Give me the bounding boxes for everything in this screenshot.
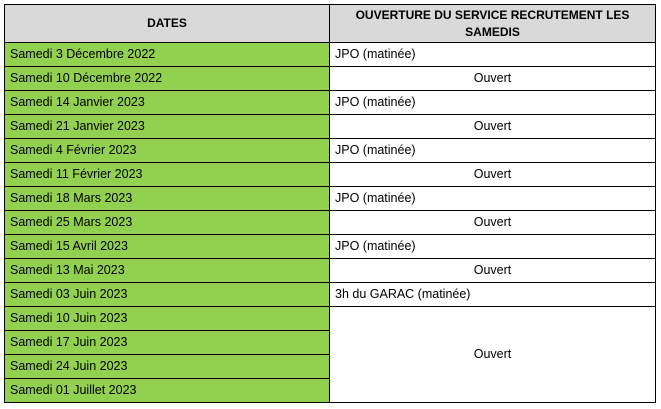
recruitment-schedule-table [4,4,656,403]
status-cell-merged: Ouvert [330,307,656,403]
table-row [5,211,656,235]
date-cell: Samedi 10 Décembre 2022 [5,67,330,91]
status-cell: Ouvert [330,259,656,283]
date-cell: Samedi 21 Janvier 2023 [5,115,330,139]
header-service-opening: OUVERTURE DU SERVICE RECRUTEMENT LES SAMEDIS [330,5,656,43]
status-cell: Ouvert [330,67,656,91]
date-cell: Samedi 11 Février 2023 [5,163,330,187]
table-row [5,187,656,211]
table-row [5,259,656,283]
date-cell: Samedi 14 Janvier 2023 [5,91,330,115]
status-cell: JPO (matinée) [330,91,656,115]
date-cell: Samedi 3 Décembre 2022 [5,43,330,67]
date-cell: Samedi 15 Avril 2023 [5,235,330,259]
table-row [5,163,656,187]
date-cell: Samedi 4 Février 2023 [5,139,330,163]
date-cell: Samedi 03 Juin 2023 [5,283,330,307]
date-cell: Samedi 13 Mai 2023 [5,259,330,283]
table-row [5,139,656,163]
date-cell: Samedi 17 Juin 2023 [5,331,330,355]
table-row [5,91,656,115]
date-cell: Samedi 18 Mars 2023 [5,187,330,211]
status-cell: JPO (matinée) [330,187,656,211]
status-cell: JPO (matinée) [330,139,656,163]
table-row [5,115,656,139]
date-cell: Samedi 24 Juin 2023 [5,355,330,379]
header-dates: DATES [5,5,330,43]
status-cell: JPO (matinée) [330,235,656,259]
status-cell: Ouvert [330,115,656,139]
status-cell: JPO (matinée) [330,43,656,67]
status-cell: 3h du GARAC (matinée) [330,283,656,307]
table-row [5,283,656,307]
date-cell: Samedi 01 Juillet 2023 [5,379,330,403]
table-header-row [5,5,656,43]
status-cell: Ouvert [330,163,656,187]
table-row [5,235,656,259]
table-row [5,307,656,331]
table-row [5,67,656,91]
date-cell: Samedi 10 Juin 2023 [5,307,330,331]
status-cell: Ouvert [330,211,656,235]
date-cell: Samedi 25 Mars 2023 [5,211,330,235]
table-row [5,43,656,67]
